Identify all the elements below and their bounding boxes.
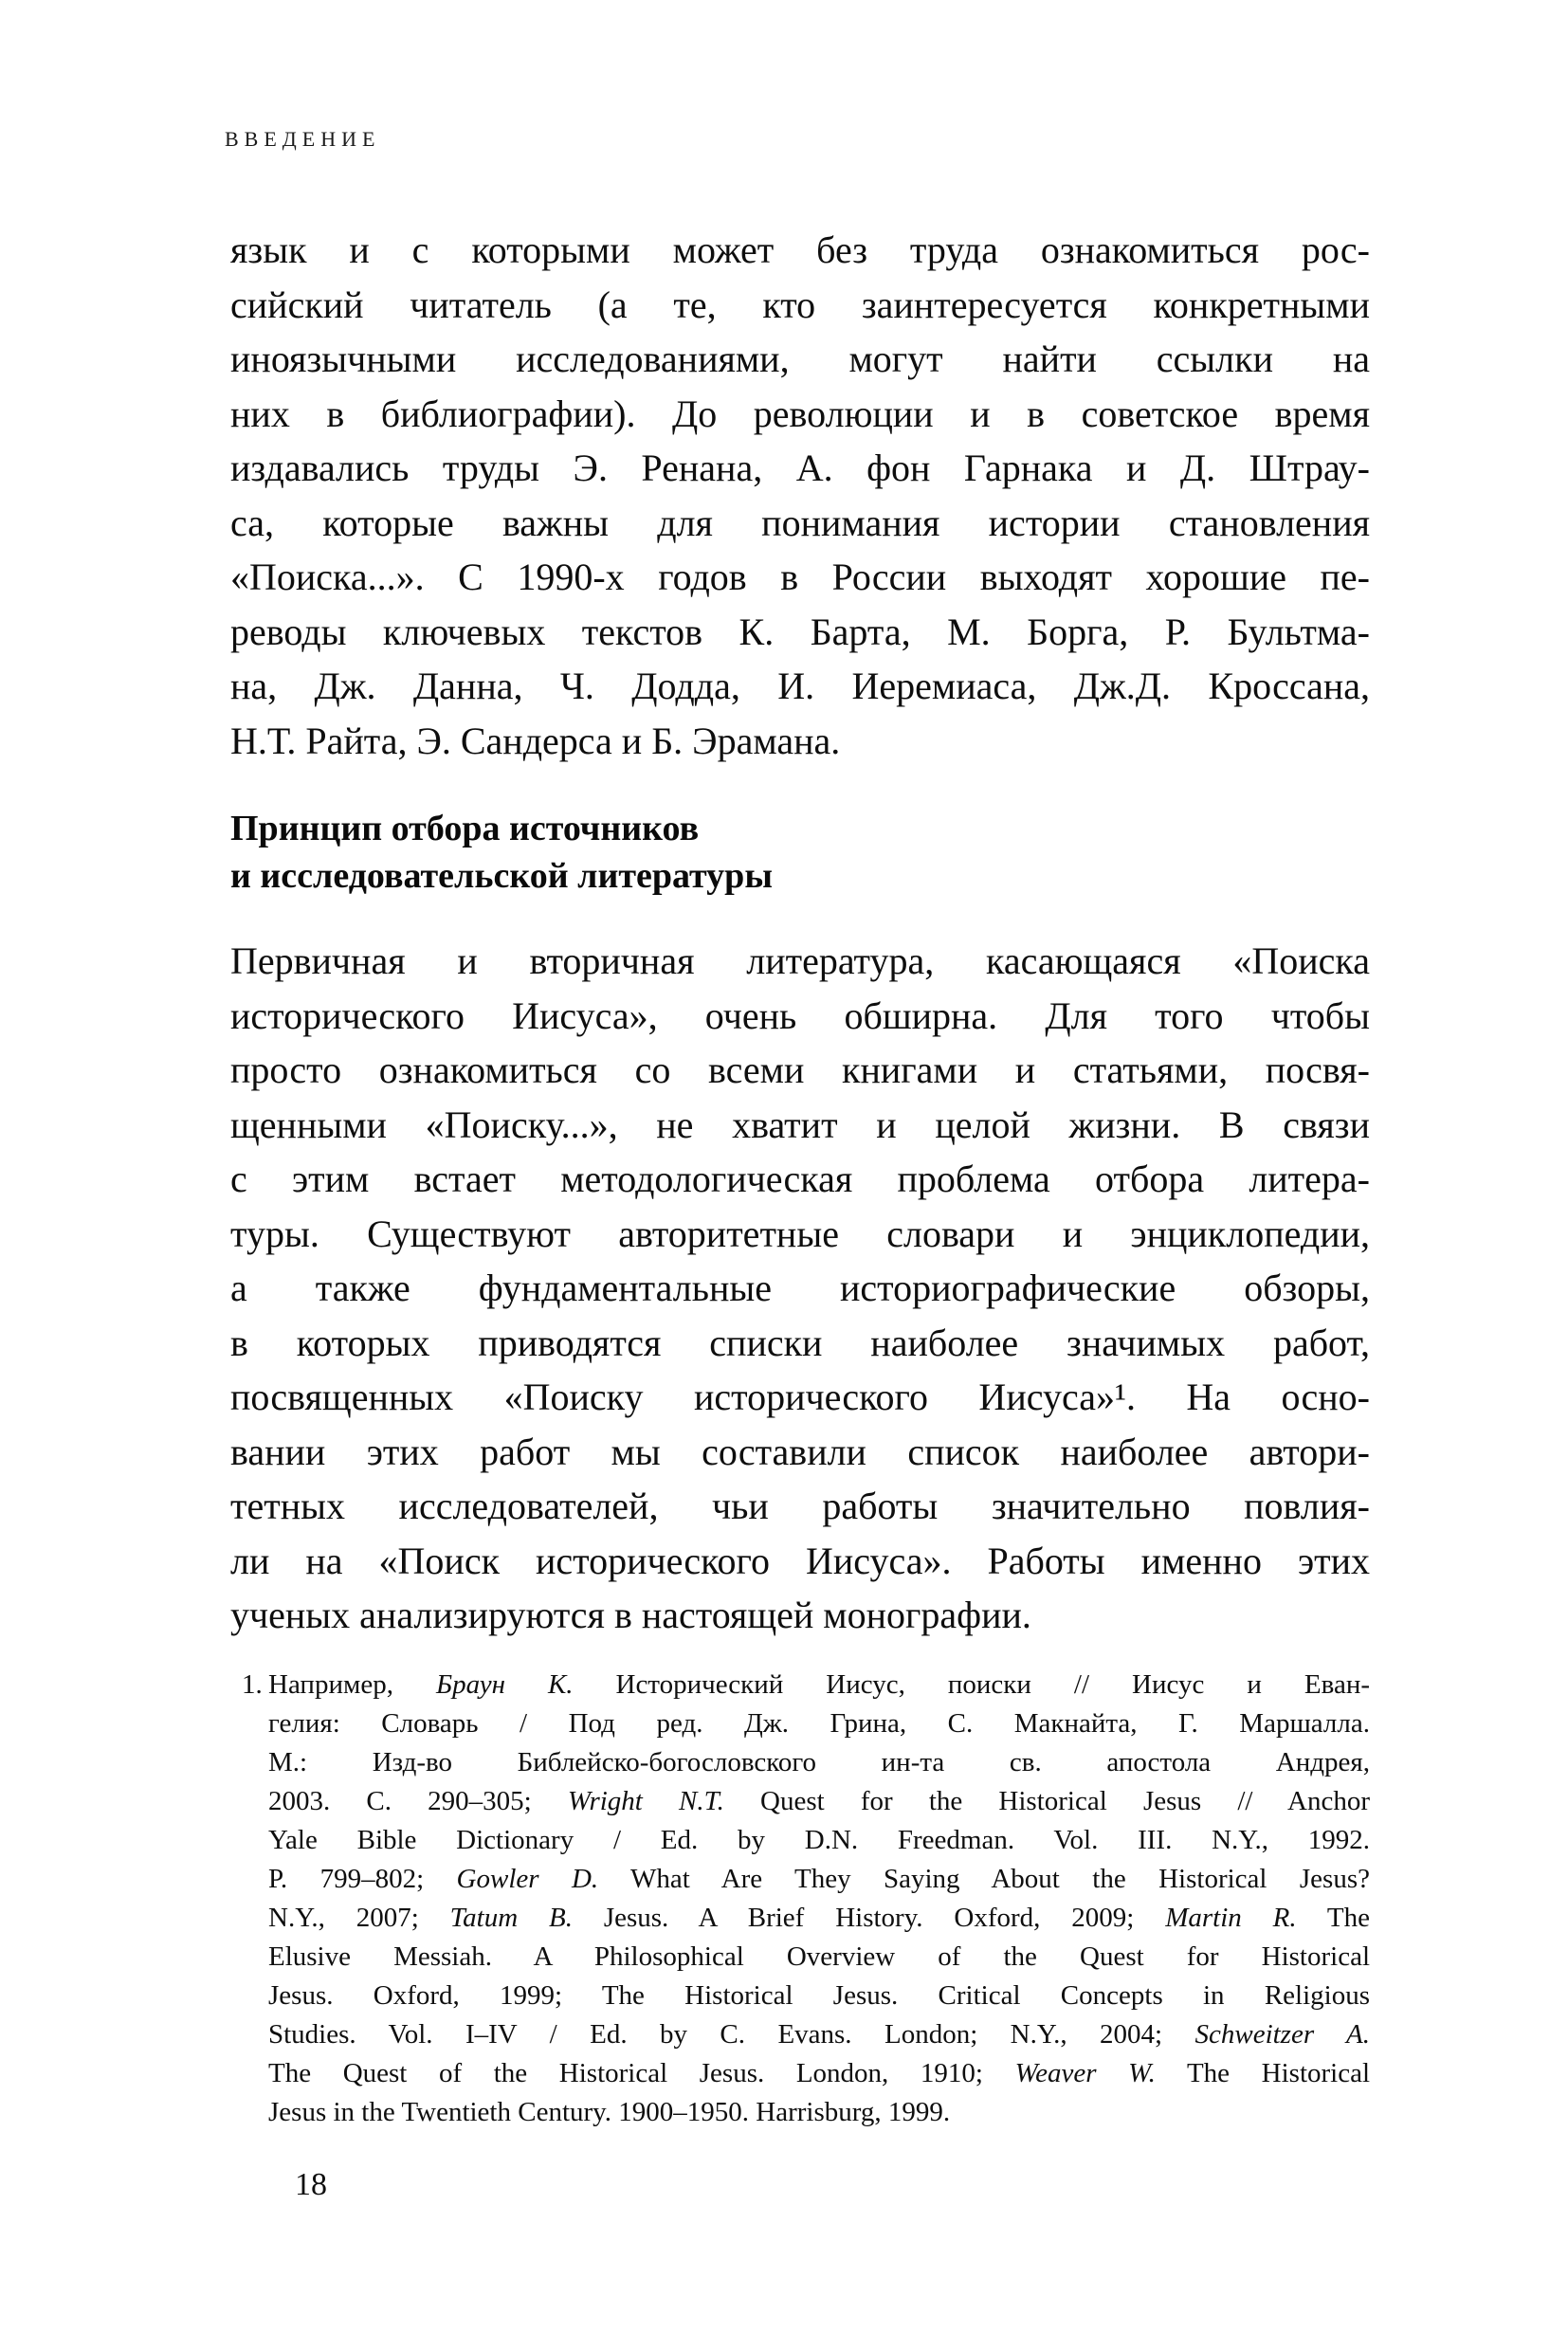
text-line: посвященных «Поиску исторического Иисуса»¹. На осно- xyxy=(230,1376,1370,1418)
text-line: просто ознакомиться со всеми книгами и статьями, посвя- xyxy=(230,1048,1370,1091)
text-line: в которых приводятся списки наиболее значимых работ, xyxy=(230,1321,1370,1364)
text-line: Первичная и вторичная литература, касающаяся «Поиска xyxy=(230,939,1370,982)
text-line: иноязычными исследованиями, могут найти ссылки на xyxy=(230,337,1370,380)
italic-citation-author: Gowler D. xyxy=(456,1864,599,1894)
paragraph-intro xyxy=(230,223,1370,768)
text-line xyxy=(268,1899,1370,1938)
text-segment: Studies. Vol. I–IV / Ed. by C. Evans. London; N.Y., 2004; xyxy=(268,2019,1195,2050)
text-line: ученых анализируются в настоящей монографии. xyxy=(230,1594,1031,1636)
paragraph-sources xyxy=(230,934,1370,1643)
text-segment: The Historical xyxy=(1155,2058,1371,2088)
text-line: Jesus in the Twentieth Century. 1900–1950. Harrisburg, 1999. xyxy=(268,2097,951,2127)
text-line: с этим встает методологическая проблема отбора литера- xyxy=(230,1157,1370,1200)
text-line: язык и с которыми может без труда ознакомиться рос- xyxy=(230,228,1370,271)
text-segment: Исторический Иисус, поиски // Иисус и Еван- xyxy=(573,1669,1370,1700)
text-line xyxy=(268,1860,1370,1899)
text-line: Elusive Messiah. A Philosophical Overview of the Quest for Historical xyxy=(268,1941,1370,1972)
running-head: ВВЕДЕНИЕ xyxy=(225,127,381,151)
text-line: сийский читатель (а те, кто заинтересуется конкретными xyxy=(230,282,1370,326)
section-heading xyxy=(230,805,1370,900)
text-segment: 2003. С. 290–305; xyxy=(268,1786,568,1816)
text-segment: The Quest of the Historical Jesus. London, 1910; xyxy=(268,2058,1015,2088)
italic-citation-author: Браун К. xyxy=(435,1669,574,1700)
text-line: издавались труды Э. Ренана, А. фон Гарнака и Д. Штрау- xyxy=(230,447,1370,489)
text-line xyxy=(268,2054,1370,2093)
text-line: М.: Изд-во Библейско-богословского ин-та св. апостола Андрея, xyxy=(268,1747,1370,1777)
text-line: щенными «Поиску...», не хватит и целой жизни. В связи xyxy=(230,1103,1370,1146)
text-line: исторического Иисуса», очень обширна. Для того чтобы xyxy=(230,993,1370,1037)
text-line xyxy=(268,1666,1370,1704)
italic-citation-author: Weaver W. xyxy=(1014,2058,1156,2088)
italic-citation-author: Schweitzer A. xyxy=(1194,2019,1370,2050)
italic-citation-author: Tatum B. xyxy=(449,1903,573,1933)
text-line: на, Дж. Данна, Ч. Додда, И. Иеремиаса, Дж.Д. Кроссана, xyxy=(230,665,1370,707)
text-line: Принцип отбора источников xyxy=(230,809,700,848)
text-line: них в библиографии). До революции и в советское время xyxy=(230,392,1370,435)
footnote-number: 1. xyxy=(242,1669,263,1700)
page-number: 18 xyxy=(295,2167,327,2202)
text-line: и исследовательской литературы xyxy=(230,856,773,896)
text-segment: What Are They Saying About the Historical Jesus? xyxy=(598,1864,1370,1894)
text-line xyxy=(268,2015,1370,2054)
text-segment: Например, xyxy=(268,1669,436,1700)
text-line: тетных исследователей, чьи работы значительно повлия- xyxy=(230,1485,1370,1527)
text-line: Yale Bible Dictionary / Ed. by D.N. Freedman. Vol. III. N.Y., 1992. xyxy=(268,1825,1370,1855)
text-line: Н.Т. Райта, Э. Сандерса и Б. Эрамана. xyxy=(230,719,841,762)
text-line: туры. Существуют авторитетные словари и энциклопедии, xyxy=(230,1212,1370,1255)
text-segment: N.Y., 2007; xyxy=(268,1903,450,1933)
footnote-text xyxy=(268,1666,1370,2132)
text-line: Jesus. Oxford, 1999; The Historical Jesus. Critical Concepts in Religious xyxy=(268,1980,1370,2011)
italic-citation-author: Wright N.T. xyxy=(567,1786,724,1816)
text-line: ли на «Поиск исторического Иисуса». Работы именно этих xyxy=(230,1539,1370,1582)
text-line: реводы ключевых текстов К. Барта, М. Борга, Р. Бультма- xyxy=(230,610,1370,653)
text-segment: Jesus. A Brief History. Oxford, 2009; xyxy=(572,1903,1166,1933)
text-line: «Поиска...». С 1990-х годов в России выходят хорошие пе- xyxy=(230,556,1370,598)
text-segment: Quest for the Historical Jesus // Anchor xyxy=(723,1786,1370,1816)
text-line: са, которые важны для понимания истории становления xyxy=(230,501,1370,544)
text-line: а также фундаментальные историографические обзоры, xyxy=(230,1267,1370,1309)
text-line xyxy=(268,1782,1370,1821)
italic-citation-author: Martin R. xyxy=(1165,1903,1297,1933)
text-segment: The xyxy=(1296,1903,1370,1933)
footnote xyxy=(230,1666,1370,2132)
text-line: гелия: Словарь / Под ред. Дж. Грина, С. Макнайта, Г. Маршалла. xyxy=(268,1708,1370,1739)
text-line: вании этих работ мы составили список наиболее автори- xyxy=(230,1430,1370,1473)
text-segment: P. 799–802; xyxy=(268,1864,457,1894)
